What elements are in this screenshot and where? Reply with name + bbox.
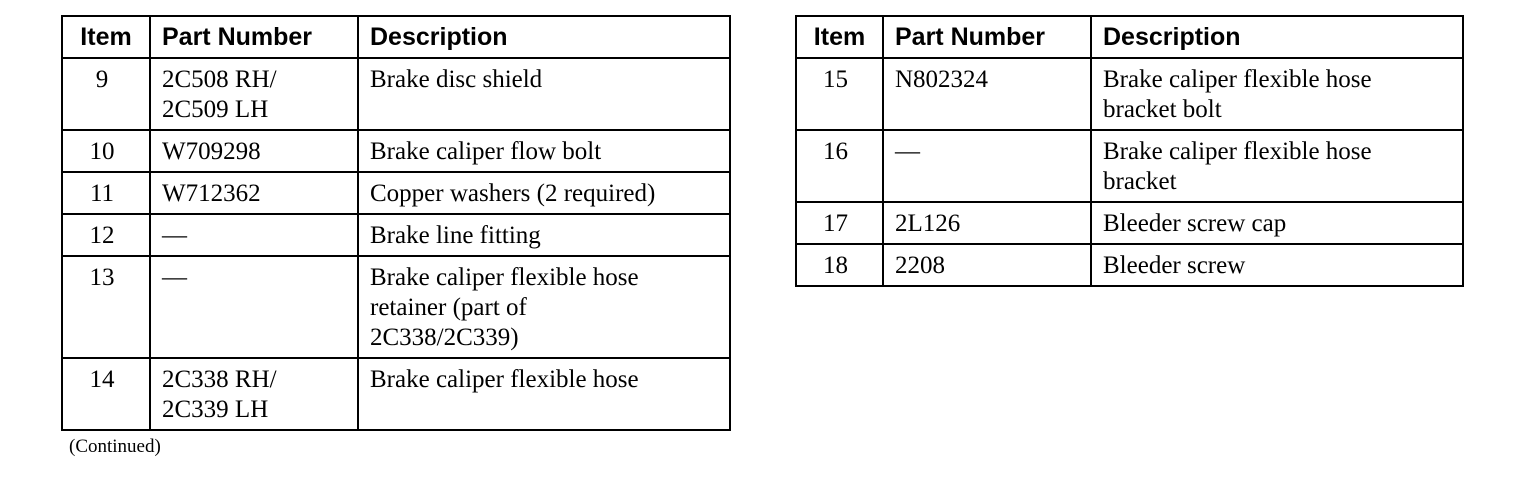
item-cell: 18 bbox=[796, 244, 883, 286]
item-cell: 12 bbox=[62, 214, 150, 256]
table-header-row bbox=[796, 16, 1463, 58]
item-cell: 10 bbox=[62, 130, 150, 172]
part-number-cell: 2L126 bbox=[883, 202, 1091, 244]
table-row bbox=[62, 58, 730, 130]
table-header-row bbox=[62, 16, 730, 58]
item-cell: 17 bbox=[796, 202, 883, 244]
description-cell: Brake caliper flow bolt bbox=[358, 130, 730, 172]
description-cell: Brake caliper flexible hose bracket bolt bbox=[1091, 58, 1463, 130]
table-row bbox=[62, 256, 730, 358]
table-row bbox=[62, 358, 730, 430]
item-cell: 15 bbox=[796, 58, 883, 130]
table-row bbox=[62, 130, 730, 172]
item-cell: 9 bbox=[62, 58, 150, 130]
description-cell: Brake caliper flexible hose retainer (part of 2C338/2C339) bbox=[358, 256, 730, 358]
header-part-number: Part Number bbox=[150, 16, 358, 58]
part-number-cell: N802324 bbox=[883, 58, 1091, 130]
description-cell: Brake disc shield bbox=[358, 58, 730, 130]
header-part-number: Part Number bbox=[883, 16, 1091, 58]
item-cell: 14 bbox=[62, 358, 150, 430]
part-number-cell: 2208 bbox=[883, 244, 1091, 286]
header-item: Item bbox=[796, 16, 883, 58]
part-number-cell: — bbox=[150, 214, 358, 256]
header-item: Item bbox=[62, 16, 150, 58]
item-cell: 13 bbox=[62, 256, 150, 358]
description-cell: Brake line fitting bbox=[358, 214, 730, 256]
table-row bbox=[62, 172, 730, 214]
description-cell: Copper washers (2 required) bbox=[358, 172, 730, 214]
description-cell: Bleeder screw cap bbox=[1091, 202, 1463, 244]
item-cell: 11 bbox=[62, 172, 150, 214]
part-number-cell: — bbox=[883, 130, 1091, 202]
header-description: Description bbox=[358, 16, 730, 58]
description-cell: Bleeder screw bbox=[1091, 244, 1463, 286]
continued-note: (Continued) bbox=[69, 436, 161, 457]
header-description: Description bbox=[1091, 16, 1463, 58]
parts-table-left bbox=[61, 15, 731, 431]
item-cell: 16 bbox=[796, 130, 883, 202]
part-number-cell: 2C508 RH/ 2C509 LH bbox=[150, 58, 358, 130]
table-row bbox=[796, 244, 1463, 286]
table-row bbox=[796, 58, 1463, 130]
part-number-cell: W709298 bbox=[150, 130, 358, 172]
parts-table-right bbox=[795, 15, 1464, 287]
table-row bbox=[62, 214, 730, 256]
part-number-cell: 2C338 RH/ 2C339 LH bbox=[150, 358, 358, 430]
part-number-cell: — bbox=[150, 256, 358, 358]
table-row bbox=[796, 130, 1463, 202]
description-cell: Brake caliper flexible hose bbox=[358, 358, 730, 430]
part-number-cell: W712362 bbox=[150, 172, 358, 214]
description-cell: Brake caliper flexible hose bracket bbox=[1091, 130, 1463, 202]
table-row bbox=[796, 202, 1463, 244]
